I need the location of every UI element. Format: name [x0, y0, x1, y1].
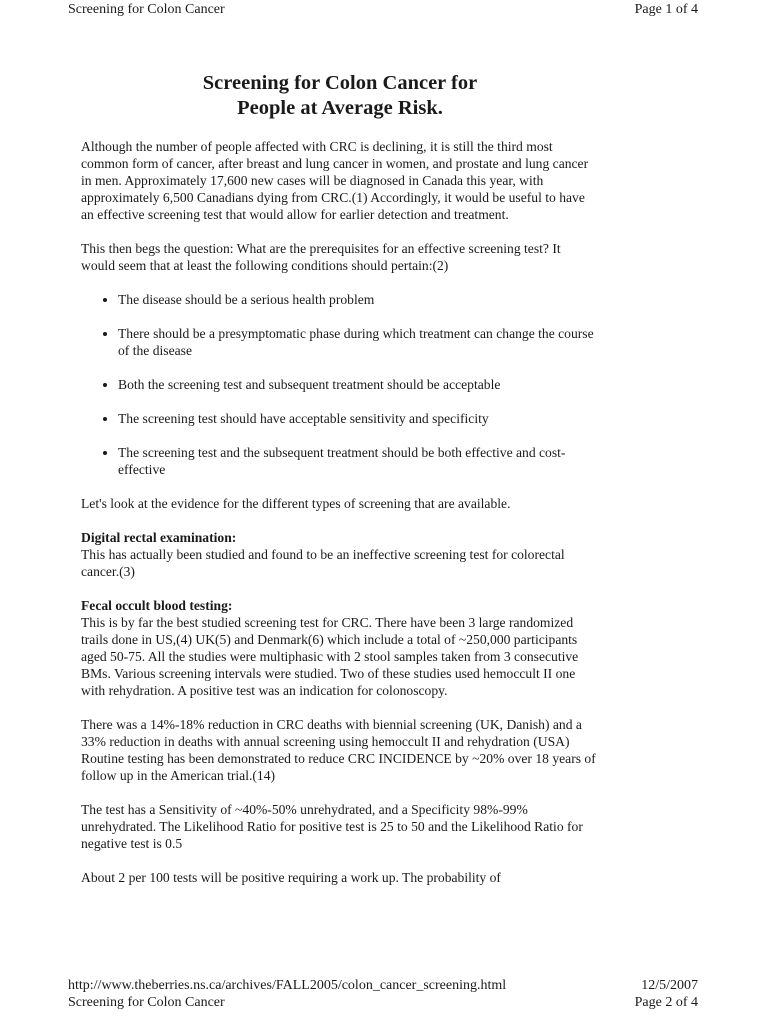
intro-paragraph: Although the number of people affected with CRC is declining, it is still the third most common form of cancer, after breast and lung cancer in women, and prostate and lung cancer in men. Approximately 17,600 new cases will be diagnosed in Canada this year, with approximately 6,500 Canadians dying from CRC.(1) Accordingly, it would be useful to have an effective screening test that would allow for earlier detection and treatment. — [81, 139, 589, 222]
next-page-header-title: Screening for Colon Cancer — [68, 995, 225, 1010]
condition-item: • The disease should be a serious health problem — [118, 291, 597, 308]
article-title — [0, 71, 680, 121]
footer-date: 12/5/2007 — [641, 978, 698, 993]
fobt-paragraph-1: This is by far the best studied screening test for CRC. There have been 3 large randomized trails done in US,(4) UK(5) and Denmark(6) which include a total of ~250,000 participants aged 50-75. All the studies were multiphasic with 2 stool samples taken from 3 consecutive BMs. Various screening intervals were studied. Two of these studies used hemoccult II one with rehydration. A positive test was an indication for colonoscopy. — [81, 615, 579, 698]
article-body — [81, 138, 597, 903]
evidence-intro: Let's look at the evidence for the different types of screening that are available. — [81, 496, 511, 511]
conditions-list — [81, 291, 597, 478]
title-line-1: Screening for Colon Cancer for — [202, 72, 478, 94]
fobt-paragraph-3: The test has a Sensitivity of ~40%-50% unrehydrated, and a Specificity 98%-99% unrehydrated. The Likelihood Ratio for positive test is 25 to 50 and the Likelihood Ratio for negative test is 0.5 — [81, 802, 583, 851]
running-header-title: Screening for Colon Cancer — [68, 2, 225, 17]
fobt-paragraph-4: About 2 per 100 tests will be positive requiring a work up. The probability of — [81, 870, 501, 885]
dre-heading: Digital rectal examination: — [81, 530, 237, 545]
condition-item: • There should be a presymptomatic phase during which treatment can change the course of the disease — [118, 325, 597, 359]
condition-item: • The screening test should have acceptable sensitivity and specificity — [118, 410, 597, 427]
condition-item: • The screening test and the subsequent treatment should be both effective and cost-effective — [118, 444, 597, 478]
dre-text: This has actually been studied and found to be an ineffective screening test for colorectal cancer.(3) — [81, 547, 565, 579]
condition-item: • Both the screening test and subsequent treatment should be acceptable — [118, 376, 597, 393]
title-line-2: People at Average Risk. — [237, 97, 443, 119]
footer-url[interactable]: http://www.theberries.ns.ca/archives/FALL2005/colon_cancer_screening.html — [68, 978, 507, 993]
fobt-heading: Fecal occult blood testing: — [81, 598, 233, 613]
fobt-paragraph-2: There was a 14%-18% reduction in CRC deaths with biennial screening (UK, Danish) and a 33% reduction in deaths with annual screening using hemoccult II and rehydration (USA) Routine testing has been demonstrated to reduce CRC INCIDENCE by ~20% over 18 years of follow up in the American trial.(14) — [81, 717, 596, 783]
next-page-number: Page 2 of 4 — [634, 995, 698, 1010]
page-number-header: Page 1 of 4 — [634, 2, 698, 17]
prerequisites-paragraph: This then begs the question: What are the prerequisites for an effective screening test? It would seem that at least the following conditions should pertain:(2) — [81, 241, 561, 273]
